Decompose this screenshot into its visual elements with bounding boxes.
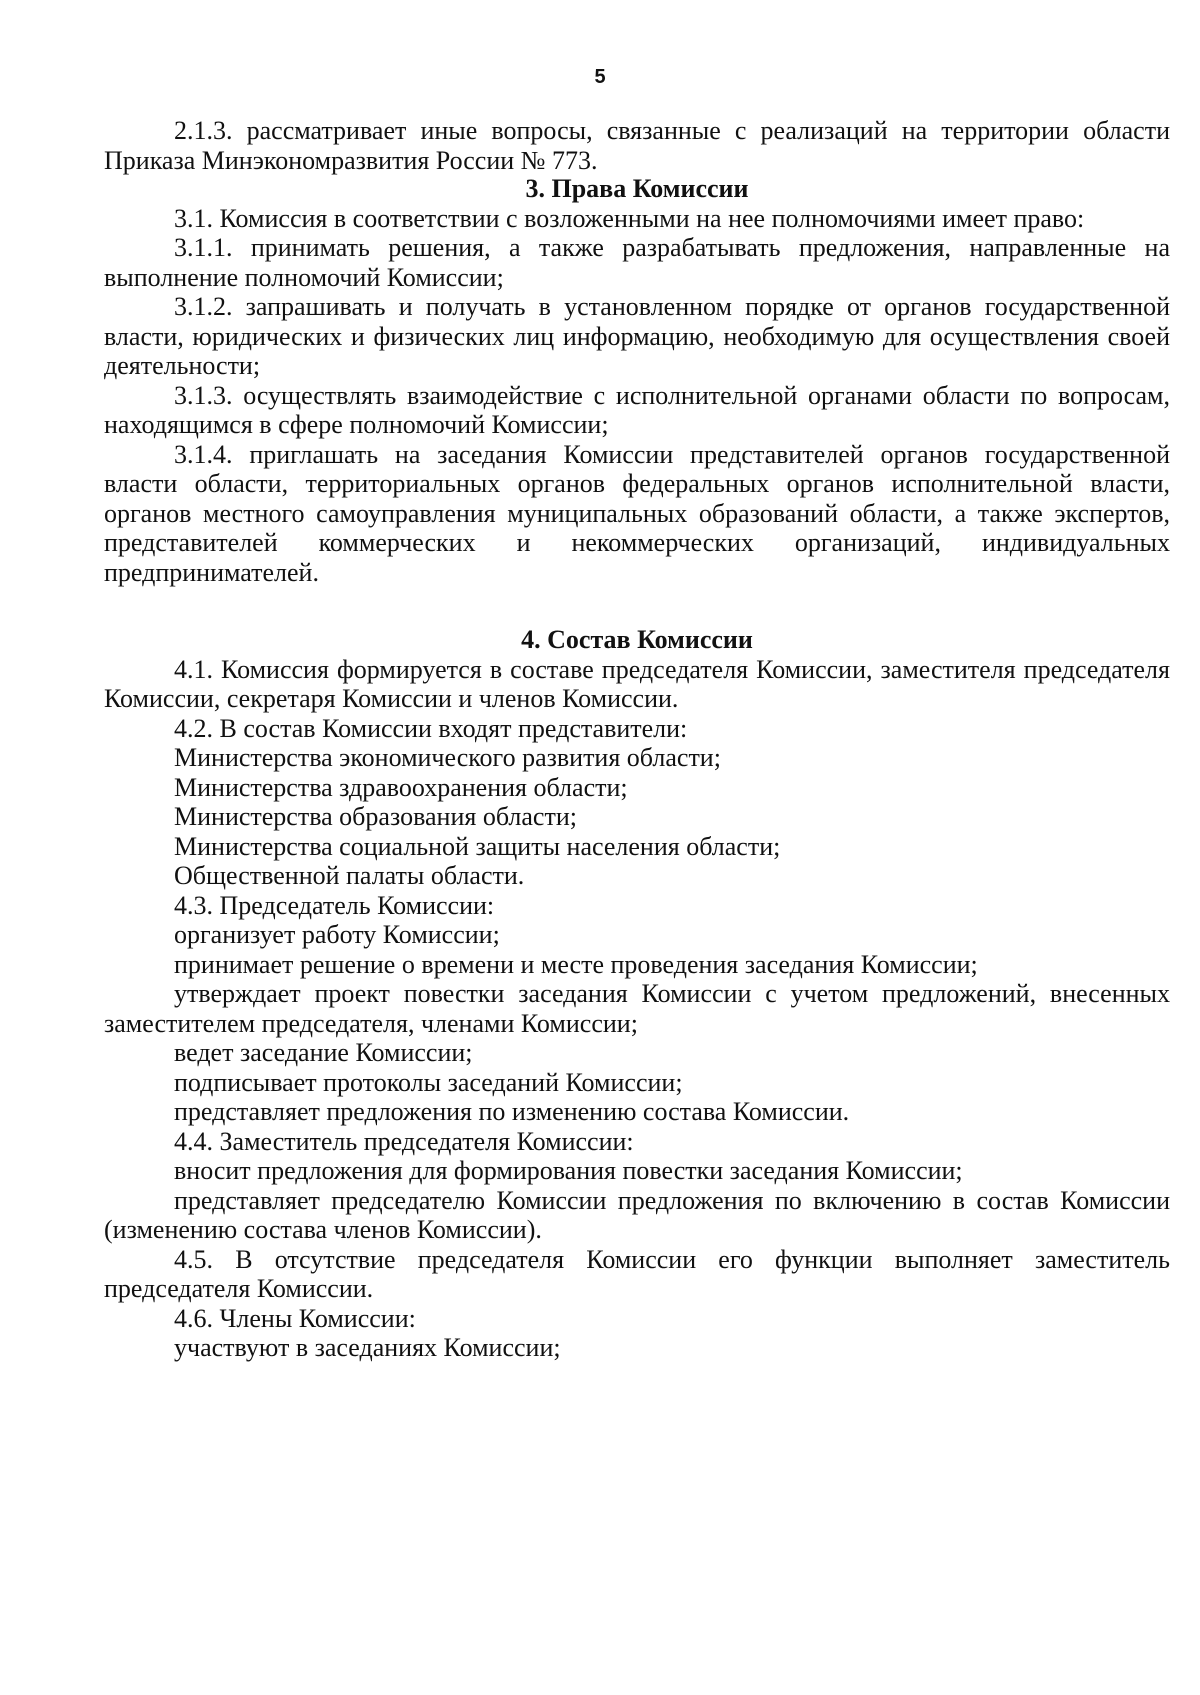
section-4-heading: 4. Состав Комиссии <box>521 625 753 654</box>
paragraph-3-1-2: 3.1.2. запрашивать и получать в установленном порядке от органов государственной власти, юридических и физических лиц информацию, необходимую для осуществления своей деятельности; <box>104 292 1170 380</box>
paragraph-4-6: 4.6. Члены Комиссии: <box>174 1303 416 1333</box>
member-duty-item: участвуют в заседаниях Комиссии; <box>174 1333 561 1362</box>
deputy-duty-item: вносит предложения для формирования повестки заседания Комиссии; <box>174 1156 963 1185</box>
page-number: 5 <box>594 66 606 88</box>
member-item: Министерства образования области; <box>174 802 577 831</box>
chair-duty-item: представляет предложения по изменению состава Комиссии. <box>174 1097 850 1126</box>
paragraph-4-5: 4.5. В отсутствие председателя Комиссии его функции выполняет заместитель председателя Комиссии. <box>104 1244 1170 1303</box>
paragraph-3-1: 3.1. Комиссия в соответствии с возложенными на нее полномочиями имеет право: <box>174 203 1085 233</box>
paragraph-3-1-4: 3.1.4. приглашать на заседания Комиссии представителей органов государственной власти области, территориальных органов федеральных органов исполнительной власти, органов местного самоуправления муниципальных образований области, а также экспертов, представителей коммерческих и некоммерческих организаций, индивидуальных предпринимателей. <box>104 439 1170 587</box>
chair-duty-item: утверждает проект повестки заседания Комиссии с учетом предложений, внесенных заместителем председателя, членами Комиссии; <box>104 979 1170 1038</box>
section-3-heading: 3. Права Комиссии <box>525 174 749 203</box>
chair-duty-item: подписывает протоколы заседаний Комиссии; <box>174 1067 683 1097</box>
deputy-duty-item: представляет председателю Комиссии предложения по включению в состав Комиссии (изменению состава членов Комиссии). <box>104 1185 1170 1244</box>
paragraph-2-1-3: 2.1.3. рассматривает иные вопросы, связанные с реализаций на территории области Приказа Минэкономразвития России № 773. <box>104 116 1170 175</box>
member-item: Общественной палаты области. <box>174 861 525 890</box>
paragraph-3-1-3: 3.1.3. осуществлять взаимодействие с исполнительной органами области по вопросам, находящимся в сфере полномочий Комиссии; <box>104 380 1170 439</box>
chair-duty-item: принимает решение о времени и месте проведения заседания Комиссии; <box>174 949 978 979</box>
member-item: Министерства социальной защиты населения области; <box>174 831 781 861</box>
chair-duty-item: ведет заседание Комиссии; <box>174 1038 473 1067</box>
paragraph-3-1-1: 3.1.1. принимать решения, а также разрабатывать предложения, направленные на выполнение полномочий Комиссии; <box>104 233 1170 292</box>
paragraph-4-4: 4.4. Заместитель председателя Комиссии: <box>174 1126 634 1156</box>
paragraph-4-3: 4.3. Председатель Комиссии: <box>174 890 495 920</box>
chair-duty-item: организует работу Комиссии; <box>174 920 500 949</box>
document-body <box>104 116 1170 1363</box>
member-item: Министерства экономического развития области; <box>174 743 721 772</box>
member-item: Министерства здравоохранения области; <box>174 772 628 802</box>
paragraph-4-1: 4.1. Комиссия формируется в составе председателя Комиссии, заместителя председателя Комиссии, секретаря Комиссии и членов Комиссии. <box>104 654 1170 713</box>
paragraph-4-2: 4.2. В состав Комиссии входят представители: <box>174 713 688 743</box>
